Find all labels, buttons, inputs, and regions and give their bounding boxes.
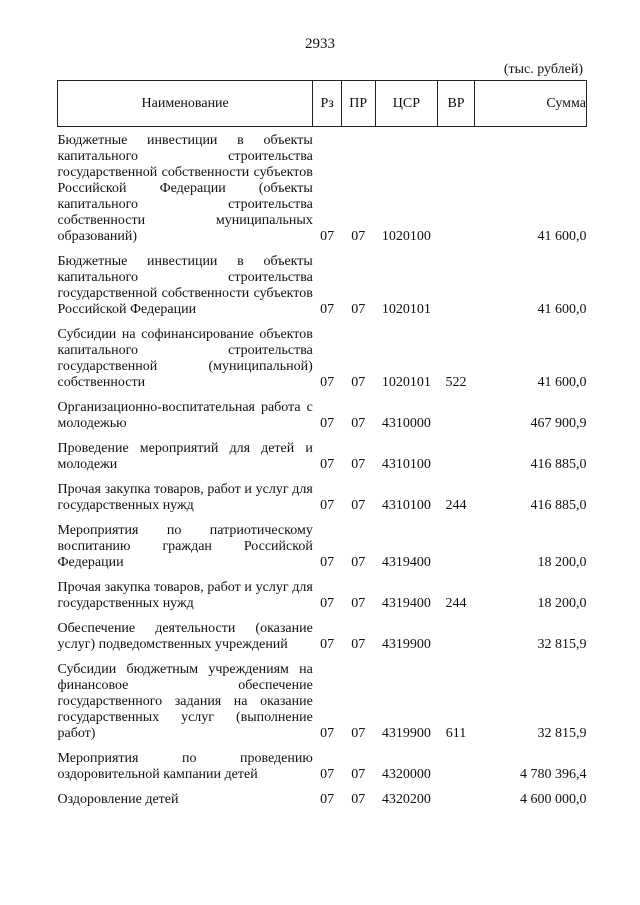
table-row — [58, 435, 587, 476]
cell-name: Оздоровление детей — [57, 792, 179, 807]
cell-sum: 4 780 396,4 — [520, 767, 587, 782]
cell-vr — [438, 615, 475, 656]
cell-pr: 07 — [351, 229, 366, 244]
cell-vr — [438, 517, 475, 574]
cell-sum: 18 200,0 — [537, 596, 587, 611]
cell-vr: 611 — [445, 726, 467, 741]
table-row — [58, 656, 587, 745]
cell-rz: 07 — [320, 555, 335, 570]
cell-pr: 07 — [351, 302, 366, 317]
table-row — [58, 321, 587, 394]
cell-pr: 07 — [351, 457, 366, 472]
cell-rz: 07 — [320, 767, 335, 782]
cell-pr: 07 — [351, 726, 366, 741]
cell-pr: 07 — [351, 637, 366, 652]
cell-csr: 4319900 — [381, 726, 431, 741]
cell-rz: 07 — [320, 498, 335, 513]
cell-pr: 07 — [351, 792, 366, 807]
cell-vr — [438, 435, 475, 476]
cell-rz: 07 — [320, 416, 335, 431]
cell-rz: 07 — [320, 229, 335, 244]
cell-vr — [438, 394, 475, 435]
cell-sum: 32 815,9 — [537, 726, 587, 741]
cell-sum: 32 815,9 — [537, 637, 587, 652]
cell-name: Бюджетные инвестиции в объекты капитального строительства государственной собственности субъектов Российской Федерации (объекты капитального строительства собственности муниципальных образований) — [57, 133, 313, 244]
header-vr: ВР — [438, 81, 475, 127]
header-csr: ЦСР — [375, 81, 438, 127]
cell-pr: 07 — [351, 596, 366, 611]
table-row — [58, 786, 587, 811]
cell-sum: 416 885,0 — [530, 457, 587, 472]
cell-name: Организационно-воспитательная работа с молодежью — [57, 400, 313, 431]
header-name: Наименование — [58, 81, 313, 127]
cell-pr: 07 — [351, 767, 366, 782]
cell-pr: 07 — [351, 416, 366, 431]
cell-rz: 07 — [320, 302, 335, 317]
cell-name: Прочая закупка товаров, работ и услуг для государственных нужд — [57, 580, 313, 611]
cell-name: Прочая закупка товаров, работ и услуг для государственных нужд — [57, 482, 313, 513]
cell-csr: 4320000 — [381, 767, 431, 782]
cell-csr: 4319400 — [381, 555, 431, 570]
cell-csr: 4319900 — [381, 637, 431, 652]
table-header-row — [58, 81, 587, 127]
cell-rz: 07 — [320, 792, 335, 807]
cell-csr: 1020101 — [381, 375, 431, 390]
cell-pr: 07 — [351, 555, 366, 570]
cell-name: Обеспечение деятельности (оказание услуг) подведомственных учреждений — [57, 621, 313, 652]
header-pr: ПР — [341, 81, 375, 127]
table-row — [58, 615, 587, 656]
cell-vr — [438, 745, 475, 786]
cell-vr — [438, 127, 475, 249]
cell-csr: 4310100 — [381, 498, 431, 513]
table-row — [58, 574, 587, 615]
table-row — [58, 476, 587, 517]
cell-sum: 467 900,9 — [530, 416, 587, 431]
cell-name: Мероприятия по патриотическому воспитанию граждан Российской Федерации — [57, 523, 313, 570]
cell-rz: 07 — [320, 375, 335, 390]
cell-rz: 07 — [320, 457, 335, 472]
table-row — [58, 248, 587, 321]
cell-csr: 4310100 — [381, 457, 431, 472]
cell-rz: 07 — [320, 726, 335, 741]
cell-sum: 4 600 000,0 — [520, 792, 587, 807]
table-row — [58, 745, 587, 786]
cell-vr — [438, 786, 475, 811]
cell-sum: 18 200,0 — [537, 555, 587, 570]
table-row — [58, 517, 587, 574]
cell-name: Субсидии на софинансирование объектов капитального строительства государственной (муниципальной) собственности — [57, 327, 313, 390]
cell-vr: 522 — [445, 375, 467, 390]
budget-table — [57, 80, 587, 811]
cell-sum: 41 600,0 — [537, 375, 587, 390]
cell-pr: 07 — [351, 375, 366, 390]
cell-pr: 07 — [351, 498, 366, 513]
page-number: 2933 — [305, 36, 335, 52]
cell-csr: 4310000 — [381, 416, 431, 431]
table-row — [58, 394, 587, 435]
cell-name: Мероприятия по проведению оздоровительной кампании детей — [57, 751, 313, 782]
cell-csr: 4319400 — [381, 596, 431, 611]
cell-sum: 41 600,0 — [537, 229, 587, 244]
header-rz: Рз — [313, 81, 342, 127]
cell-vr: 244 — [445, 596, 467, 611]
cell-vr: 244 — [445, 498, 467, 513]
cell-rz: 07 — [320, 596, 335, 611]
cell-rz: 07 — [320, 637, 335, 652]
table-row — [58, 127, 587, 249]
cell-sum: 41 600,0 — [537, 302, 587, 317]
cell-name: Бюджетные инвестиции в объекты капитального строительства государственной собственности субъектов Российской Федерации — [57, 254, 313, 317]
cell-name: Проведение мероприятий для детей и молодежи — [57, 441, 313, 472]
cell-csr: 4320200 — [381, 792, 431, 807]
cell-csr: 1020101 — [381, 302, 431, 317]
cell-name: Субсидии бюджетным учреждениям на финансовое обеспечение государственного задания на оказание государственных услуг (выполнение работ) — [57, 662, 313, 741]
cell-vr — [438, 248, 475, 321]
units-label: (тыс. рублей) — [503, 62, 583, 77]
header-sum: Сумма — [474, 81, 586, 127]
cell-csr: 1020100 — [381, 229, 431, 244]
cell-sum: 416 885,0 — [530, 498, 587, 513]
table-body — [58, 127, 587, 812]
